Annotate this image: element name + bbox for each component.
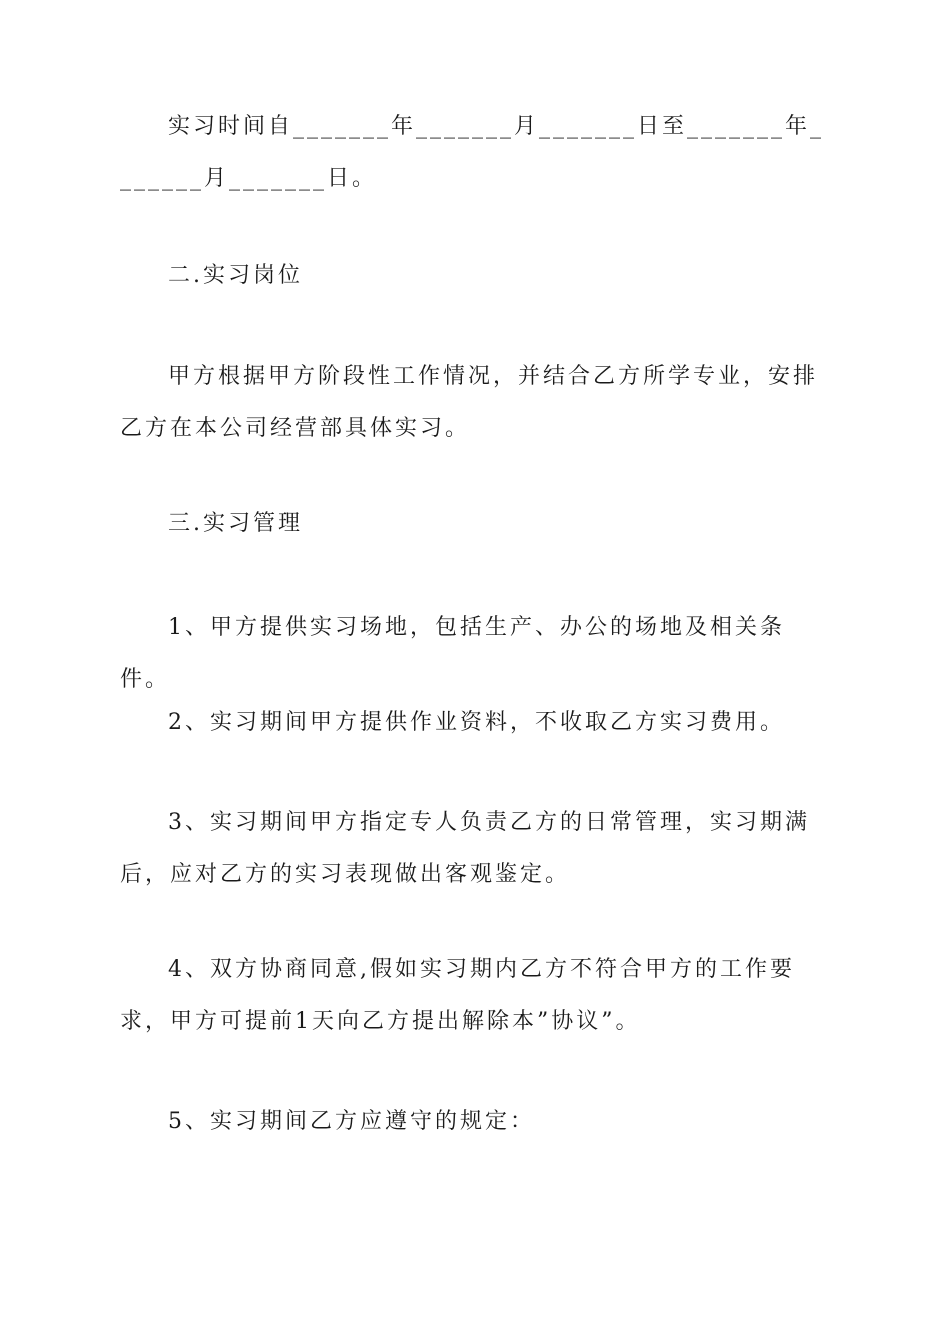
management-item-5: 5、实习期间乙方应遵守的规定： [168, 1109, 535, 1134]
section-3-heading: 三.实习管理 [168, 511, 303, 536]
section-2-heading: 二.实习岗位 [168, 263, 303, 288]
management-item-4: 4、双方协商同意,假如实习期内乙方不符合甲方的工作要求，甲方可提前1天向乙方提出解除本”协议”。 [120, 957, 795, 1034]
management-item-3: 3、实习期间甲方指定专人负责乙方的日常管理，实习期满后，应对乙方的实习表现做出客观鉴定。 [120, 810, 810, 887]
section-2-body: 甲方根据甲方阶段性工作情况，并结合乙方所学专业，安排乙方在本公司经营部具体实习。 [120, 364, 819, 441]
internship-period-paragraph: 实习时间自_______年_______月_______日至_______年_______月_______日。 [120, 114, 825, 191]
management-item-1: 1、甲方提供实习场地，包括生产、办公的场地及相关条件。 [120, 615, 785, 692]
management-item-2: 2、实习期间甲方提供作业资料，不收取乙方实习费用。 [168, 710, 785, 735]
